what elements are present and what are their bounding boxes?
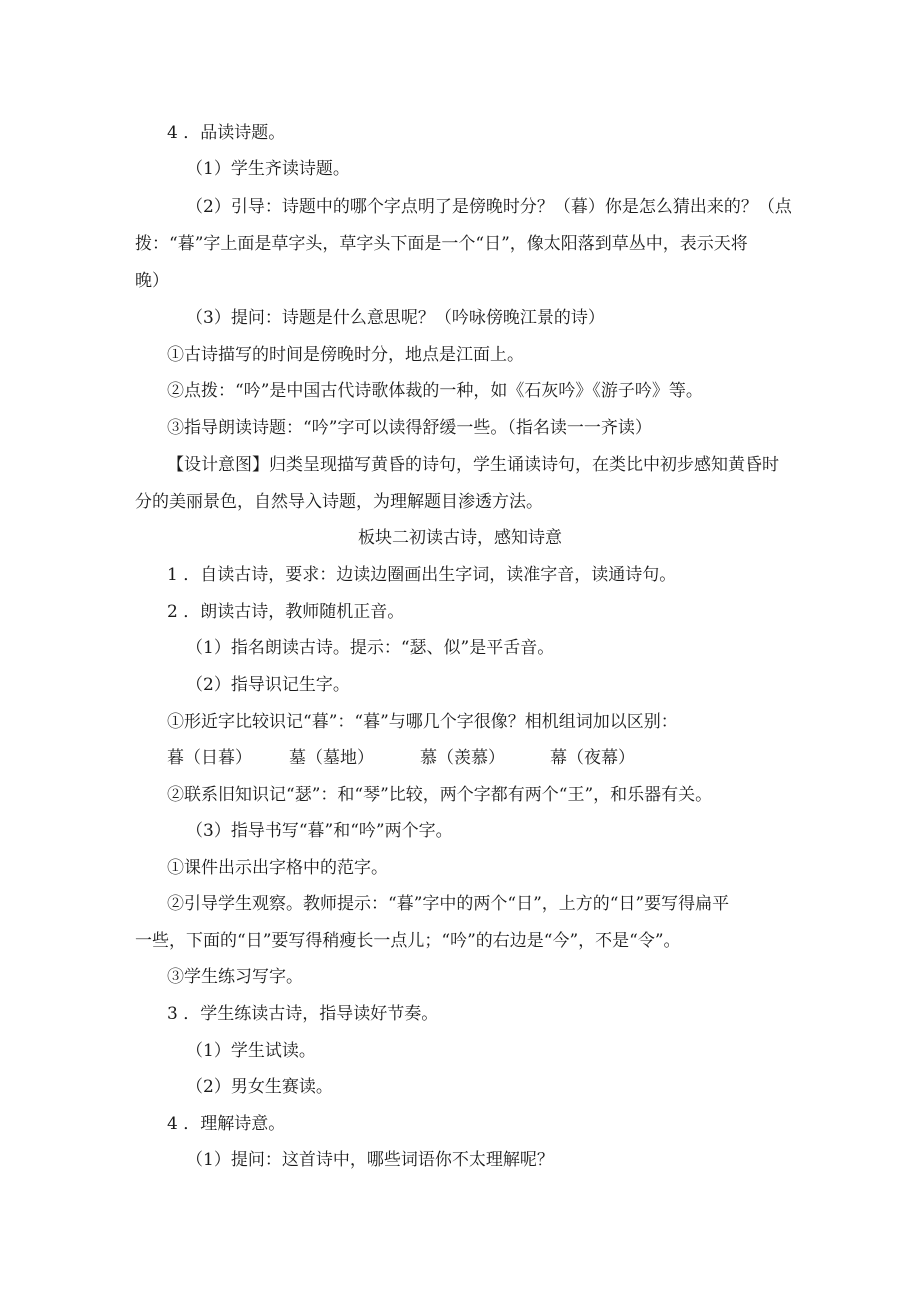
vocab-word: 幕（夜幕）: [550, 748, 635, 768]
section-heading: 板块二初读古诗，感知诗意: [358, 528, 562, 548]
item-4b: 4 ．理解诗意。: [167, 1114, 286, 1134]
sub-item-2-cont2: 晚）: [135, 271, 169, 291]
item-3: 3 ．学生练读古诗，指导读好节奏。: [167, 1004, 439, 1024]
sub-item-2b: （2）指导识记生字。: [186, 675, 350, 695]
design-intent-cont: 分的美丽景色，自然导入诗题，为理解题目渗透方法。: [135, 492, 543, 512]
sub-item-1c: （1）学生试读。: [186, 1041, 316, 1061]
circled-item-1: ①古诗描写的时间是傍晚时分，地点是江面上。: [167, 345, 524, 365]
item-2: 2 ．朗读古诗，教师随机正音。: [167, 602, 405, 622]
vocab-word: 慕（羡慕）: [420, 748, 505, 768]
circled-item-1b: ①形近字比较识记“暮”：“暮”与哪几个字很像？相机组词加以区别：: [167, 712, 678, 732]
circled-item-1c: ①课件出示出字格中的范字。: [167, 858, 388, 878]
sub-item-2-cont: 拨：“暮”字上面是草字头，草字头下面是一个“日”，像太阳落到草丛中，表示天将: [135, 234, 748, 254]
sub-item-1d: （1）提问：这首诗中，哪些词语你不太理解呢？: [186, 1150, 554, 1170]
item-1: 1 ．自读古诗，要求：边读边圈画出生字词，读准字音，读通诗句。: [167, 565, 677, 585]
circled-item-2b: ②联系旧知识记“瑟”：和“琴”比较，两个字都有两个“王”，和乐器有关。: [167, 785, 713, 805]
circled-item-3: ③指导朗读诗题：“吟”字可以读得舒缓一些。（指名读一一齐读）: [167, 418, 652, 438]
vocab-row: [167, 747, 635, 769]
circled-item-2: ②点拨：“吟”是中国古代诗歌体裁的一种，如《石灰吟》《游子吟》等。: [167, 381, 703, 401]
sub-item-1b: （1）指名朗读古诗。提示：“瑟、似”是平舌音。: [186, 638, 555, 658]
sub-item-1: （1）学生齐读诗题。: [186, 159, 350, 179]
vocab-word: 墓（墓地）: [289, 748, 374, 768]
sub-item-3: （3）提问：诗题是什么意思呢？（吟咏傍晚江景的诗）: [186, 308, 605, 328]
sub-item-2: （2）引导：诗题中的哪个字点明了是傍晚时分？（暮）你是怎么猜出来的？（点: [186, 197, 792, 217]
design-intent: 【设计意图】归类呈现描写黄昏的诗句，学生诵读诗句，在类比中初步感知黄昏时: [167, 455, 779, 475]
circled-item-2c: ②引导学生观察。教师提示：“暮”字中的两个“日”，上方的“日”要写得扁平: [167, 894, 730, 914]
sub-item-3b: （3）指导书写“暮”和“吟”两个字。: [186, 821, 453, 841]
item-4-heading: 4 ．品读诗题。: [167, 123, 286, 143]
circled-item-2c-cont: 一些，下面的“日”要写得稍瘦长一点儿；“吟”的右边是“今”，不是“令”。: [135, 931, 681, 951]
vocab-word: 暮（日暮）: [167, 748, 252, 768]
sub-item-2c: （2）男女生赛读。: [186, 1077, 333, 1097]
circled-item-3c: ③学生练习写字。: [167, 967, 303, 987]
